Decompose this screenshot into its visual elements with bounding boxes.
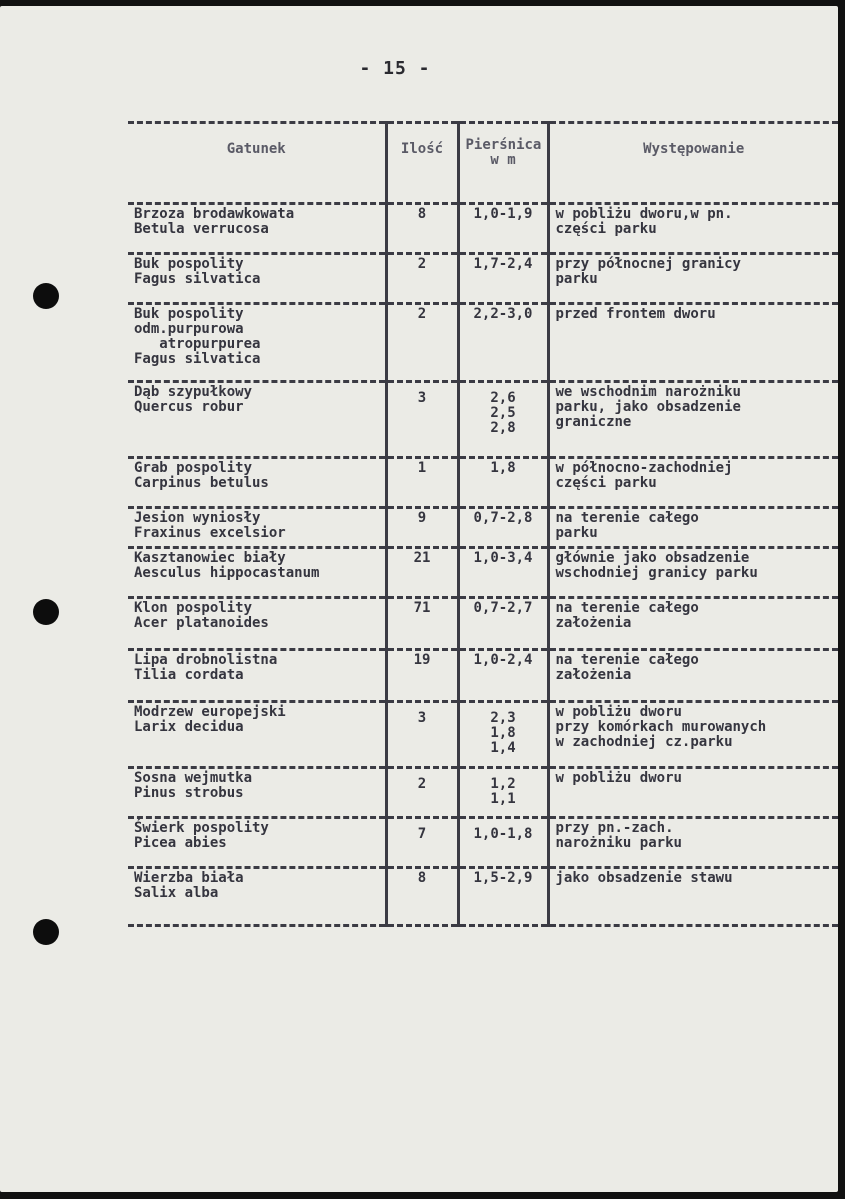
occurrence-line: w pobliżu dworu [555, 770, 682, 786]
species-name-latin: Carpinus betulus [134, 475, 269, 491]
species-name-latin: Salix alba [134, 885, 219, 901]
occurrence-line: przy komórkach murowanych [555, 719, 767, 735]
diameter-value: 2,8 [490, 420, 516, 436]
occurrence-cell [548, 702, 838, 768]
occurrence-line: graniczne [555, 414, 632, 430]
occurrence-line: założenia [555, 667, 632, 683]
diameter-cell [458, 382, 548, 458]
occurrence-line: w pobliżu dworu,w pn. [555, 206, 733, 222]
species-name-cell [128, 204, 386, 254]
occurrence-cell [548, 548, 838, 598]
diameter-cell [458, 548, 548, 598]
species-name-polish: Kasztanowiec biały [134, 550, 286, 566]
occurrence-line: narożniku parku [555, 835, 682, 851]
table-row [128, 382, 838, 458]
occurrence-cell [548, 382, 838, 458]
diameter-value: 2,5 [490, 405, 516, 421]
occurrence-line: części parku [555, 221, 657, 237]
table-row [128, 650, 838, 702]
occurrence-cell [548, 818, 838, 868]
table-row [128, 702, 838, 768]
species-name-polish: Sosna wejmutka [134, 770, 253, 786]
diameter-cell [458, 304, 548, 382]
species-name-cell [128, 382, 386, 458]
species-name-latin: odm.purpurowa [134, 321, 244, 337]
diameter-value: 1,0-3,4 [473, 550, 533, 566]
count-cell: 8 [386, 204, 458, 254]
species-name-polish: Wierzba biała [134, 870, 244, 886]
occurrence-line: wschodniej granicy parku [555, 565, 758, 581]
table-row [128, 768, 838, 818]
species-name-latin: Tilia cordata [134, 667, 244, 683]
count-cell: 21 [386, 548, 458, 598]
occurrence-line: na terenie całego [555, 510, 699, 526]
occurrence-line: części parku [555, 475, 657, 491]
occurrence-cell [548, 458, 838, 508]
species-name-cell [128, 702, 386, 768]
occurrence-cell [548, 204, 838, 254]
diameter-value: 1,0-1,8 [473, 826, 533, 842]
species-name-latin: Picea abies [134, 835, 227, 851]
occurrence-line: we wschodnim narożniku [555, 384, 741, 400]
occurrence-line: w zachodniej cz.parku [555, 734, 733, 750]
occurrence-line: parku [555, 271, 598, 287]
diameter-value: 1,2 [490, 776, 516, 792]
document-page [0, 6, 838, 1192]
species-name-polish: Brzoza brodawkowata [134, 206, 295, 222]
diameter-value: 1,0-2,4 [473, 652, 533, 668]
occurrence-line: głównie jako obsadzenie [555, 550, 750, 566]
count-cell: 3 [386, 382, 458, 458]
diameter-value: 1,7-2,4 [473, 256, 533, 272]
occurrence-line: jako obsadzenie stawu [555, 870, 733, 886]
species-name-latin: Fagus silvatica [134, 271, 261, 287]
page-number: - 15 - [359, 58, 431, 79]
table-body [128, 204, 838, 926]
species-name-latin: Quercus robur [134, 399, 244, 415]
occurrence-cell [548, 868, 838, 926]
table-row [128, 548, 838, 598]
header-species: Gatunek [128, 123, 386, 204]
species-name-cell [128, 304, 386, 382]
table-row [128, 868, 838, 926]
table-header-row [128, 123, 838, 204]
diameter-value: 0,7-2,7 [473, 600, 533, 616]
occurrence-line: przed frontem dworu [555, 306, 716, 322]
species-name-polish: Klon pospolity [134, 600, 253, 616]
table-row [128, 508, 838, 548]
species-name-cell [128, 768, 386, 818]
diameter-cell [458, 818, 548, 868]
species-name-polish: Modrzew europejski [134, 704, 286, 720]
species-name-cell [128, 598, 386, 650]
diameter-value: 1,8 [490, 460, 516, 476]
diameter-value: 2,3 [490, 710, 516, 726]
diameter-value: 0,7-2,8 [473, 510, 533, 526]
count-cell: 2 [386, 304, 458, 382]
count-cell: 8 [386, 868, 458, 926]
occurrence-line: parku, jako obsadzenie [555, 399, 741, 415]
diameter-cell [458, 254, 548, 304]
punch-hole [33, 919, 59, 945]
species-name-cell [128, 818, 386, 868]
diameter-cell [458, 508, 548, 548]
header-count: Ilość [386, 123, 458, 204]
species-name-polish: Dąb szypułkowy [134, 384, 253, 400]
diameter-cell [458, 598, 548, 650]
count-cell: 3 [386, 702, 458, 768]
count-cell: 2 [386, 254, 458, 304]
table-row [128, 818, 838, 868]
species-name-polish: Świerk pospolity [134, 820, 269, 836]
species-name-latin: Aesculus hippocastanum [134, 565, 320, 581]
diameter-value: 2,2-3,0 [473, 306, 533, 322]
diameter-value: 1,5-2,9 [473, 870, 533, 886]
diameter-cell [458, 702, 548, 768]
species-name-latin: Fagus silvatica [134, 351, 261, 367]
occurrence-line: przy pn.-zach. [555, 820, 674, 836]
table-row [128, 598, 838, 650]
header-diameter: Pierśnica w m [458, 123, 548, 204]
punch-hole [33, 599, 59, 625]
species-name-cell [128, 548, 386, 598]
table-row [128, 254, 838, 304]
species-name-cell [128, 508, 386, 548]
count-cell: 19 [386, 650, 458, 702]
occurrence-cell [548, 508, 838, 548]
diameter-value: 1,8 [490, 725, 516, 741]
species-name-polish: Lipa drobnolistna [134, 652, 278, 668]
occurrence-cell [548, 768, 838, 818]
species-name-cell [128, 254, 386, 304]
diameter-value: 1,4 [490, 740, 516, 756]
header-occurrence: Występowanie [548, 123, 838, 204]
diameter-cell [458, 204, 548, 254]
occurrence-cell [548, 598, 838, 650]
species-name-latin: atropurpurea [134, 336, 261, 352]
punch-hole [33, 283, 59, 309]
species-name-latin: Pinus strobus [134, 785, 244, 801]
occurrence-line: na terenie całego [555, 600, 699, 616]
diameter-value: 1,0-1,9 [473, 206, 533, 222]
table-row [128, 458, 838, 508]
occurrence-cell [548, 304, 838, 382]
species-name-latin: Acer platanoides [134, 615, 269, 631]
occurrence-cell [548, 650, 838, 702]
occurrence-line: przy północnej granicy [555, 256, 741, 272]
species-name-latin: Fraxinus excelsior [134, 525, 286, 541]
species-table [128, 121, 838, 927]
occurrence-line: założenia [555, 615, 632, 631]
count-cell: 71 [386, 598, 458, 650]
count-cell: 2 [386, 768, 458, 818]
table-row [128, 204, 838, 254]
diameter-cell [458, 458, 548, 508]
diameter-cell [458, 868, 548, 926]
species-name-polish: Buk pospolity [134, 306, 244, 322]
occurrence-line: na terenie całego [555, 652, 699, 668]
diameter-cell [458, 768, 548, 818]
count-cell: 1 [386, 458, 458, 508]
count-cell: 7 [386, 818, 458, 868]
occurrence-cell [548, 254, 838, 304]
species-name-cell [128, 868, 386, 926]
occurrence-line: w północno-zachodniej [555, 460, 733, 476]
species-name-polish: Jesion wyniosły [134, 510, 261, 526]
diameter-value: 1,1 [490, 791, 516, 807]
table-row [128, 304, 838, 382]
count-cell: 9 [386, 508, 458, 548]
species-name-polish: Buk pospolity [134, 256, 244, 272]
species-name-latin: Larix decidua [134, 719, 244, 735]
species-name-polish: Grab pospolity [134, 460, 253, 476]
diameter-value: 2,6 [490, 390, 516, 406]
diameter-cell [458, 650, 548, 702]
species-name-cell [128, 458, 386, 508]
species-name-latin: Betula verrucosa [134, 221, 269, 237]
occurrence-line: parku [555, 525, 598, 541]
occurrence-line: w pobliżu dworu [555, 704, 682, 720]
species-name-cell [128, 650, 386, 702]
